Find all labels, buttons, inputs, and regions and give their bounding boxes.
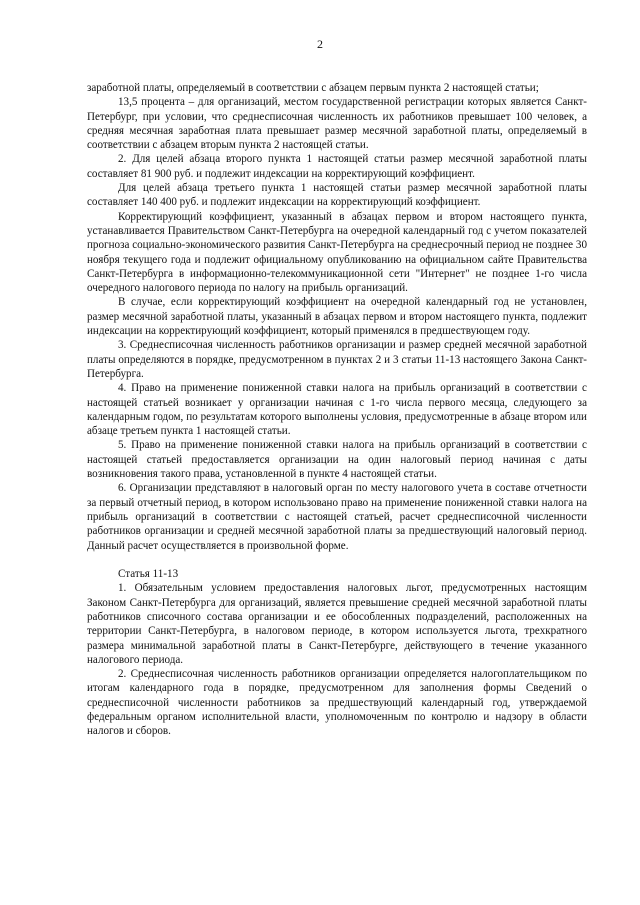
paragraph-item-6: 6. Организации представляют в налоговый орган по месту налогового учета в составе отчетности за первый отчетный период, в котором использовано право на применение пониженной ставки налога на прибыль организаций в соответствии с настоящей статьей, расчет среднесписочной численности работников организации и средней месячной заработной платы за предшествующий налоговый период. Данный расчет осуществляется в произвольной форме. [87,482,587,552]
document-body [87,81,587,739]
paragraph-article-item-1: 1. Обязательным условием предоставления налоговых льгот, предусмотренных настоящим Законом Санкт-Петербурга для организаций, является превышение средней месячной заработной платы работников списочного состава организации и ее обособленных подразделений, расположенных на территории Санкт-Петербурга, в налоговом периоде, в котором используется льгота, трехкратного размера минимальной заработной платы в Санкт-Петербурге, действующего в течение указанного налогового периода. [87,582,587,666]
paragraph-item-4: 4. Право на применение пониженной ставки налога на прибыль организаций в соответствии с настоящей статьей возникает у организации начиная с 1-го числа первого месяца, следующего за календарным годом, по результатам которого выполнены условия, предусмотренные в абзаце втором или абзаце третьем пункта 1 настоящей статьи. [87,382,587,438]
paragraph-item-2: 2. Для целей абзаца второго пункта 1 настоящей статьи размер месячной заработной платы составляет 81 900 руб. и подлежит индексации на корректирующий коэффициент. [87,153,587,180]
paragraph-rate-13-5: 13,5 процента – для организаций, местом государственной регистрации которых является Санкт-Петербург, при условии, что среднесписочная численность их работников превышает 100 человек, а средняя месячная заработная плата превышает размер месячной заработной платы, определяемый в соответствии с абзацем вторым пункта 2 настоящей статьи. [87,96,587,152]
paragraph-continuation: заработной платы, определяемый в соответствии с абзацем первым пункта 2 настоящей статьи; [87,82,539,94]
paragraph-item-2-third: Для целей абзаца третьего пункта 1 настоящей статьи размер месячной заработной платы составляет 140 400 руб. и подлежит индексации на корректирующий коэффициент. [87,182,587,209]
paragraph-item-5: 5. Право на применение пониженной ставки налога на прибыль организаций в соответствии с настоящей статьей предоставляется организации на один налоговый период начиная с даты возникновения такого права, установленной в пункте 4 настоящей статьи. [87,439,587,481]
page-number: 2 [317,37,323,51]
paragraph-coefficient-not-set: В случае, если корректирующий коэффициент на очередной календарный год не установлен, размер месячной заработной платы, указанный в абзацах первом и втором настоящего пункта, подлежит индексации на корректирующий коэффициент, который применялся в предшествующем году. [87,296,587,338]
paragraph-article-item-2: 2. Среднесписочная численность работников организации определяется налогоплательщиком по итогам календарного года в порядке, предусмотренном для заполнения формы Сведений о среднесписочной численности работников за предшествующий календарный год, утверждаемой федеральным органом исполнительной власти, уполномоченным по контролю и надзору в области налогов и сборов. [87,668,587,738]
paragraph-correction-coefficient: Корректирующий коэффициент, указанный в абзацах первом и втором настоящего пункта, устанавливается Правительством Санкт-Петербурга на очередной календарный год с учетом показателей прогноза социально-экономического развития Санкт-Петербурга на среднесрочный период не позднее 30 ноября текущего года и подлежит официальному опубликованию на официальном сайте Правительства Санкт-Петербурга в информационно-телекоммуникационной сети "Интернет" не позднее 1-го числа очередного налогового периода по налогу на прибыль организаций. [87,210,587,295]
article-heading: Статья 11-13 [118,568,179,581]
paragraph-item-3: 3. Среднесписочная численность работников организации и размер средней месячной заработной платы определяются в порядке, предусмотренном в пунктах 2 и 3 статьи 11-13 настоящего Закона Санкт-Петербурга. [87,339,587,380]
